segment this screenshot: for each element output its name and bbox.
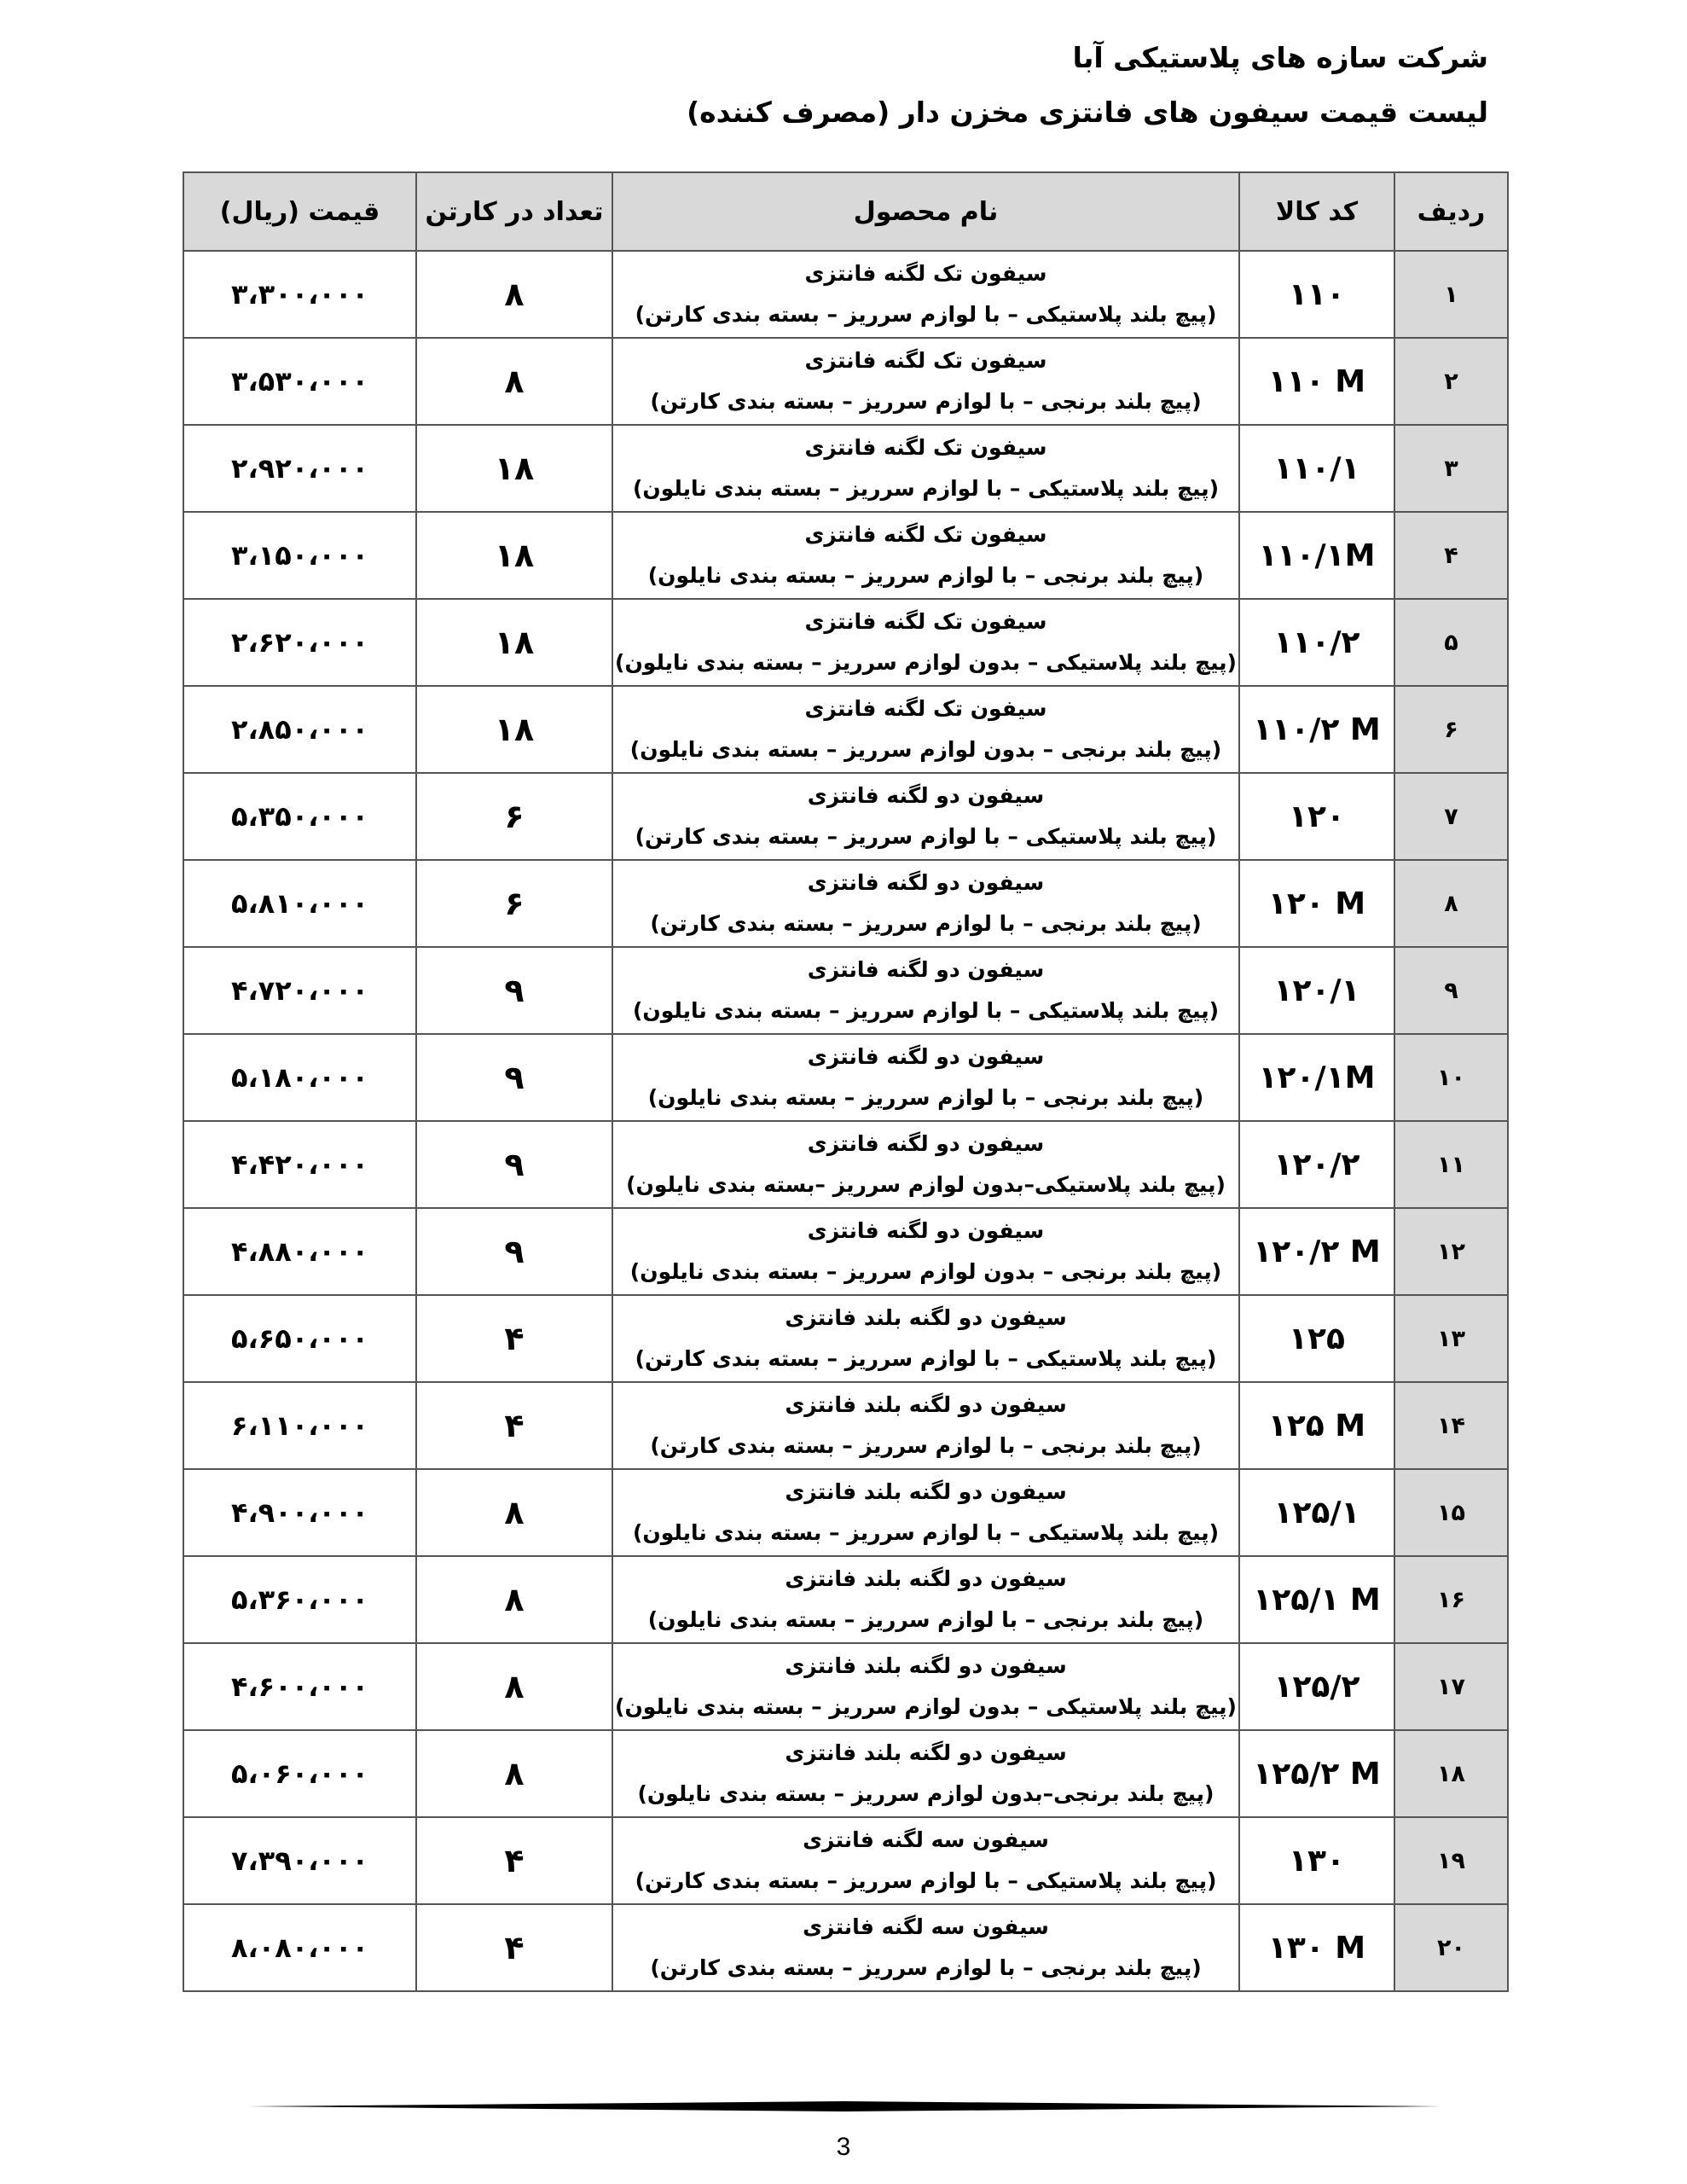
product-name-cell [612,1295,1239,1382]
product-title: سیفون تک لگنه فانتزی [804,696,1047,721]
row-number-cell: ۱۷ [1394,1643,1508,1730]
table-row [183,1904,1508,1991]
carton-quantity-cell: ۹ [416,1034,612,1121]
carton-quantity-cell: ۹ [416,1121,612,1208]
price-cell: ۳،۵۳۰،۰۰۰ [183,338,416,425]
row-number-cell: ۳ [1394,425,1508,512]
product-code-cell: ۱۲۵/۲ M [1239,1730,1394,1817]
carton-quantity-cell: ۸ [416,251,612,338]
price-list-title: لیست قیمت سیفون های فانتزی مخزن دار (مصرف کننده) [687,96,1488,129]
price-cell: ۲،۹۲۰،۰۰۰ [183,425,416,512]
product-code-cell: ۱۲۰/۲ M [1239,1208,1394,1295]
row-number-cell: ۱۶ [1394,1556,1508,1643]
product-title: سیفون دو لگنه بلند فانتزی [785,1740,1067,1765]
product-name-cell [612,1904,1239,1991]
table-row [183,1643,1508,1730]
table-row [183,1295,1508,1382]
table-row [183,773,1508,860]
header-row-number: ردیف [1394,172,1508,251]
price-cell: ۴،۷۲۰،۰۰۰ [183,947,416,1034]
product-code-cell: ۱۳۰ [1239,1817,1394,1904]
product-code-cell: ۱۲۵/۱ [1239,1469,1394,1556]
table-row [183,425,1508,512]
product-name-cell [612,1121,1239,1208]
table-header-row [183,172,1508,251]
product-name-cell [612,338,1239,425]
product-name-cell [612,251,1239,338]
product-code-cell: ۱۲۰/۱M [1239,1034,1394,1121]
product-title: سیفون دو لگنه فانتزی [807,1218,1045,1243]
price-cell: ۲،۸۵۰،۰۰۰ [183,686,416,773]
row-number-cell: ۱۸ [1394,1730,1508,1817]
product-description: (پیچ بلند پلاستیکی – با لوازم سرریز – بسته بندی کارتن) [635,824,1217,849]
product-code-cell: ۱۲۰/۲ [1239,1121,1394,1208]
product-name-cell [612,947,1239,1034]
product-code-cell: ۱۲۰ M [1239,860,1394,947]
table-row [183,1730,1508,1817]
carton-quantity-cell: ۱۸ [416,599,612,686]
row-number-cell: ۱ [1394,251,1508,338]
product-title: سیفون سه لگنه فانتزی [803,1914,1049,1939]
product-description: (پیچ بلند پلاستیکی – بدون لوازم سرریز – بسته بندی نایلون) [615,1694,1237,1719]
carton-quantity-cell: ۱۸ [416,512,612,599]
product-title: سیفون تک لگنه فانتزی [804,522,1047,547]
product-title: سیفون دو لگنه بلند فانتزی [785,1653,1067,1678]
product-code-cell: ۱۳۰ M [1239,1904,1394,1991]
product-code-cell: ۱۱۰ [1239,251,1394,338]
table-row [183,1208,1508,1295]
carton-quantity-cell: ۸ [416,1730,612,1817]
product-code-cell: ۱۲۵/۱ M [1239,1556,1394,1643]
product-code-cell: ۱۲۵ M [1239,1382,1394,1469]
product-description: (پیچ بلند برنجی – با لوازم سرریز – بسته بندی کارتن) [650,1433,1202,1458]
price-cell: ۵،۶۵۰،۰۰۰ [183,1295,416,1382]
row-number-cell: ۲ [1394,338,1508,425]
price-cell: ۳،۳۰۰،۰۰۰ [183,251,416,338]
product-description: (پیچ بلند برنجی – بدون لوازم سرریز – بسته بندی نایلون) [629,737,1222,762]
product-description: (پیچ بلند پلاستیکی – با لوازم سرریز – بسته بندی کارتن) [635,1346,1217,1371]
carton-quantity-cell: ۸ [416,1469,612,1556]
table-row [183,1817,1508,1904]
table-row [183,686,1508,773]
row-number-cell: ۷ [1394,773,1508,860]
carton-quantity-cell: ۱۸ [416,686,612,773]
price-table [183,171,1509,1992]
product-name-cell [612,1382,1239,1469]
product-code-cell: ۱۲۵/۲ [1239,1643,1394,1730]
carton-quantity-cell: ۸ [416,1643,612,1730]
product-title: سیفون دو لگنه فانتزی [807,870,1045,895]
company-name: شرکت سازه های پلاستیکی آبا [1072,41,1488,74]
carton-quantity-cell: ۹ [416,947,612,1034]
price-cell: ۵،۱۸۰،۰۰۰ [183,1034,416,1121]
table-row [183,338,1508,425]
product-description: (پیچ بلند برنجی – با لوازم سرریز – بسته بندی کارتن) [650,1955,1202,1980]
product-title: سیفون دو لگنه فانتزی [807,783,1045,808]
product-title: سیفون تک لگنه فانتزی [804,261,1047,286]
product-title: سیفون دو لگنه فانتزی [807,957,1045,982]
product-title: سیفون سه لگنه فانتزی [803,1827,1049,1852]
product-code-cell: ۱۱۰/۱ [1239,425,1394,512]
row-number-cell: ۱۲ [1394,1208,1508,1295]
row-number-cell: ۱۱ [1394,1121,1508,1208]
row-number-cell: ۱۳ [1394,1295,1508,1382]
carton-quantity-cell: ۴ [416,1382,612,1469]
product-description: (پیچ بلند برنجی – با لوازم سرریز – بسته بندی نایلون) [647,1085,1204,1110]
product-name-cell [612,1817,1239,1904]
price-cell: ۵،۳۶۰،۰۰۰ [183,1556,416,1643]
table-row [183,512,1508,599]
row-number-cell: ۶ [1394,686,1508,773]
product-description: (پیچ بلند پلاستیکی – با لوازم سرریز – بسته بندی نایلون) [632,1520,1220,1545]
price-cell: ۵،۸۱۰،۰۰۰ [183,860,416,947]
product-description: (پیچ بلند برنجی–بدون لوازم سرریز – بسته بندی نایلون) [637,1781,1215,1806]
product-description: (پیچ بلند پلاستیکی – با لوازم سرریز – بسته بندی نایلون) [632,998,1220,1023]
product-name-cell [612,1556,1239,1643]
row-number-cell: ۵ [1394,599,1508,686]
header-price: قیمت (ریال) [183,172,416,251]
header-product-code: کد کالا [1239,172,1394,251]
carton-quantity-cell: ۸ [416,1556,612,1643]
product-title: سیفون تک لگنه فانتزی [804,609,1047,634]
product-description: (پیچ بلند برنجی – بدون لوازم سرریز – بسته بندی نایلون) [629,1259,1222,1284]
product-name-cell [612,599,1239,686]
product-name-cell [612,860,1239,947]
price-cell: ۷،۳۹۰،۰۰۰ [183,1817,416,1904]
price-cell: ۳،۱۵۰،۰۰۰ [183,512,416,599]
row-number-cell: ۱۵ [1394,1469,1508,1556]
table-row [183,947,1508,1034]
table-row [183,1556,1508,1643]
product-code-cell: ۱۱۰/۱M [1239,512,1394,599]
product-name-cell [612,773,1239,860]
row-number-cell: ۴ [1394,512,1508,599]
row-number-cell: ۱۴ [1394,1382,1508,1469]
carton-quantity-cell: ۶ [416,860,612,947]
carton-quantity-cell: ۴ [416,1904,612,1991]
header-product-name: نام محصول [612,172,1239,251]
product-title: سیفون دو لگنه بلند فانتزی [785,1305,1067,1330]
page-number: 3 [836,2133,851,2161]
product-name-cell [612,425,1239,512]
product-code-cell: ۱۲۰ [1239,773,1394,860]
product-code-cell: ۱۲۵ [1239,1295,1394,1382]
price-cell: ۶،۱۱۰،۰۰۰ [183,1382,416,1469]
carton-quantity-cell: ۱۸ [416,425,612,512]
price-cell: ۴،۹۰۰،۰۰۰ [183,1469,416,1556]
price-cell: ۴،۶۰۰،۰۰۰ [183,1643,416,1730]
product-title: سیفون دو لگنه بلند فانتزی [785,1566,1067,1591]
product-name-cell [612,512,1239,599]
product-title: سیفون تک لگنه فانتزی [804,435,1047,460]
row-number-cell: ۸ [1394,860,1508,947]
table-row [183,1469,1508,1556]
product-title: سیفون تک لگنه فانتزی [804,348,1047,373]
product-title: سیفون دو لگنه بلند فانتزی [785,1392,1067,1417]
price-cell: ۵،۳۵۰،۰۰۰ [183,773,416,860]
row-number-cell: ۲۰ [1394,1904,1508,1991]
product-title: سیفون دو لگنه فانتزی [807,1131,1045,1156]
table-row [183,599,1508,686]
product-code-cell: ۱۱۰/۲ M [1239,686,1394,773]
carton-quantity-cell: ۹ [416,1208,612,1295]
product-description: (پیچ بلند برنجی – با لوازم سرریز – بسته بندی کارتن) [650,389,1202,414]
product-description: (پیچ بلند پلاستیکی – با لوازم سرریز – بسته بندی نایلون) [632,476,1220,501]
product-name-cell [612,1034,1239,1121]
row-number-cell: ۹ [1394,947,1508,1034]
price-cell: ۴،۴۲۰،۰۰۰ [183,1121,416,1208]
product-description: (پیچ بلند برنجی – با لوازم سرریز – بسته بندی نایلون) [647,1607,1204,1632]
product-name-cell [612,1730,1239,1817]
carton-quantity-cell: ۴ [416,1295,612,1382]
product-description: (پیچ بلند برنجی – با لوازم سرریز – بسته بندی کارتن) [650,911,1202,936]
carton-quantity-cell: ۴ [416,1817,612,1904]
product-name-cell [612,1208,1239,1295]
table-row [183,860,1508,947]
table-row [183,1382,1508,1469]
product-description: (پیچ بلند پلاستیکی – با لوازم سرریز – بسته بندی کارتن) [635,1868,1217,1893]
product-name-cell [612,1643,1239,1730]
carton-quantity-cell: ۸ [416,338,612,425]
product-description: (پیچ بلند پلاستیکی – با لوازم سرریز – بسته بندی کارتن) [635,302,1217,327]
product-description: (پیچ بلند پلاستیکی – بدون لوازم سرریز – بسته بندی نایلون) [615,650,1237,675]
row-number-cell: ۱۹ [1394,1817,1508,1904]
product-name-cell [612,686,1239,773]
price-cell: ۸،۰۸۰،۰۰۰ [183,1904,416,1991]
price-cell: ۴،۸۸۰،۰۰۰ [183,1208,416,1295]
product-name-cell [612,1469,1239,1556]
price-cell: ۲،۶۲۰،۰۰۰ [183,599,416,686]
product-code-cell: ۱۱۰/۲ [1239,599,1394,686]
product-code-cell: ۱۲۰/۱ [1239,947,1394,1034]
product-title: سیفون دو لگنه بلند فانتزی [785,1479,1067,1504]
product-description: (پیچ بلند برنجی – با لوازم سرریز – بسته بندی نایلون) [647,563,1204,588]
table-row [183,1121,1508,1208]
table-row [183,1034,1508,1121]
row-number-cell: ۱۰ [1394,1034,1508,1121]
product-description: (پیچ بلند پلاستیکی–بدون لوازم سرریز –بسته بندی نایلون) [626,1172,1226,1197]
footer-divider [247,2100,1441,2112]
price-cell: ۵،۰۶۰،۰۰۰ [183,1730,416,1817]
header-carton-quantity: تعداد در کارتن [416,172,612,251]
product-title: سیفون دو لگنه فانتزی [807,1044,1045,1069]
carton-quantity-cell: ۶ [416,773,612,860]
product-code-cell: ۱۱۰ M [1239,338,1394,425]
table-row [183,251,1508,338]
